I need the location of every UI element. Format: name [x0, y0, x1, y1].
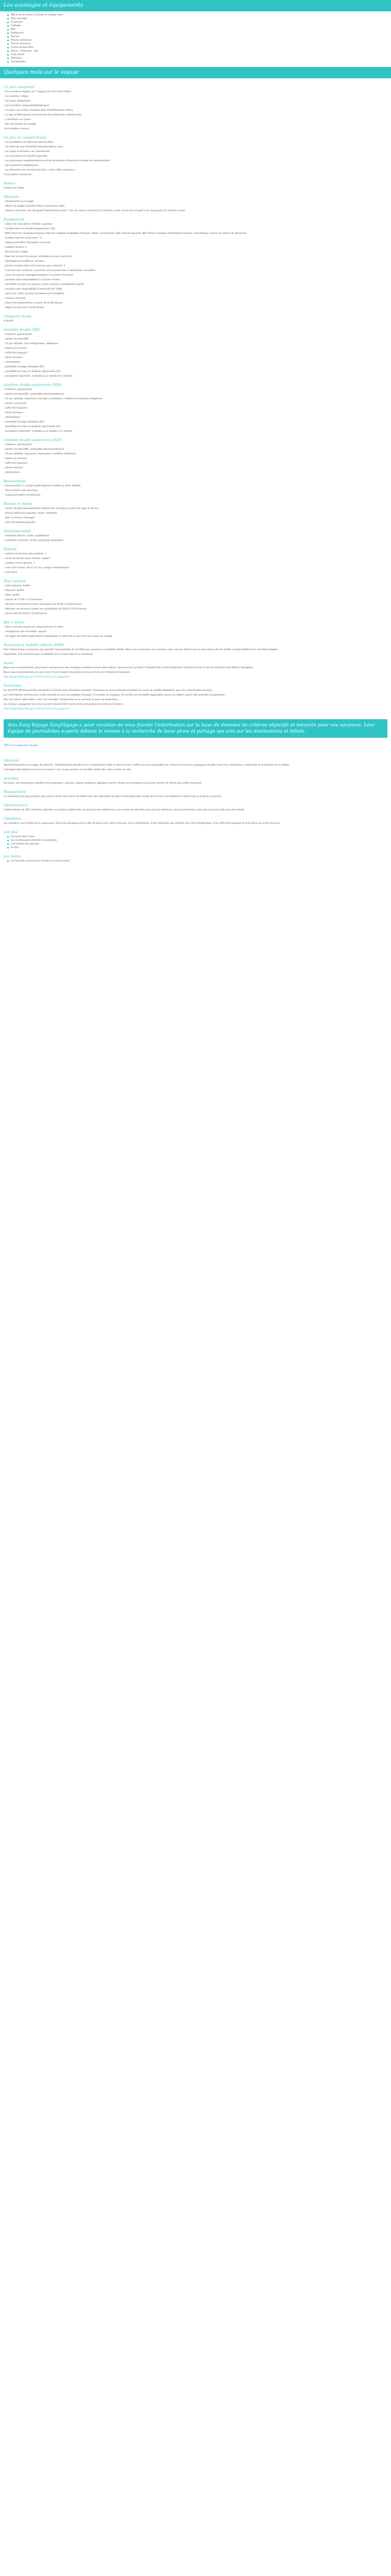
info-line: - nombre de bars: 2	[4, 246, 27, 249]
info-line: - coffre-fort (payant)	[4, 407, 28, 410]
info-line: - Tout Compris (voir plus bas)	[4, 489, 38, 492]
info-line: - sélection de boissons locales non alcoolisées de 10:00 à 23:00 heures	[4, 608, 87, 611]
info-line: - serviettes de bain à la piscine (contre caution), changement payant	[4, 283, 85, 286]
section-heading: Situation	[4, 758, 19, 762]
info-line: Cadeau de l'hotel	[4, 187, 24, 190]
info-line: - nombre de piscines pour enfants: 1	[4, 553, 46, 555]
section-heading: Retour	[4, 181, 15, 185]
amenity-item: Centre de bien-être	[11, 46, 387, 49]
info-line: - moderne, spacieux(se)	[4, 333, 32, 336]
info-line: - Les éléments non mentionnés dans « notre offre comprend »	[4, 169, 76, 172]
info-line: - centre de thermalassothérapie (dénommé: terraQua) à partir de l'âge de 16 ans	[4, 507, 99, 510]
info-line: - mini-disco	[4, 571, 18, 574]
amenity-item: Sauna - Hammam - Spa	[11, 49, 387, 53]
info-line: - sèche de bassins pour enfants: séparé	[4, 557, 50, 560]
info-line: - Beer bar en bord de piscine (utilisable comme snack bar)	[4, 256, 72, 258]
info-line: - balcon ou terrasse	[4, 347, 27, 350]
bullet-item: Les nombreuses activités et animations	[11, 839, 387, 842]
section-heading: Bon à savoir	[4, 620, 25, 624]
info-line: - moderne, spacieux(se)	[4, 444, 32, 446]
reference-link[interactable]: http://www.diplomatie.gouv.fr/fr/conseils-aux-voyageurs/	[4, 676, 70, 679]
info-line: Situé directement sur la plage de sable fin, l'établissement bénéficie d'un emplacement idéal en bord de mer. Il offre une vue imprenable sur l'océan et se trouve à quelques minutes à pied des commerces, restaurants et animations de la station.	[4, 764, 290, 767]
info-line: - Les prestations et dépenses personnelles	[4, 141, 54, 144]
amenity-item: Coffrette	[11, 24, 387, 28]
info-line: - possibilité de mise en situation optionnelle (A3)	[4, 370, 61, 373]
info-line: - Tarrasse bar / lobby	[4, 251, 28, 253]
section-heading: Infrastructure	[4, 803, 28, 807]
bullet-item: Les pieds dans l'eau	[11, 835, 387, 839]
info-line: - moderne, spacieux(se)	[4, 388, 32, 391]
info-line: - piscine intérieure (payant), sauna, hammam	[4, 512, 57, 515]
section-heading: Enfants	[4, 547, 17, 551]
section-heading: Restauration	[4, 479, 26, 483]
amenities-list	[4, 13, 387, 64]
info-line: - balcon ou terrasse	[4, 457, 27, 460]
info-line: - Wifi (internet): réceptions langues internet à zégales langagées (français, italien, reconnecté); wife internet (payant); WIFI (tous); boutique; distributeur bancaire; discothèque; bureau de remise de dénommé	[4, 232, 247, 235]
info-line: - climatisation	[4, 361, 20, 364]
info-line: - Des documents de voyage	[4, 123, 37, 126]
info-line: - restaurant buffet, terrasse bar	[4, 494, 41, 497]
info-line: - sèche-cheveux	[4, 357, 23, 359]
info-line: - petit déjeuner: buffet	[4, 585, 30, 587]
info-line: L'aéroport international se trouve à environ 7 km, ce qui permet un transfert rapide dès votre arrivée sur l'île.	[4, 769, 132, 771]
info-line: - mini-club (inclus), de 4 à 12 ans, langue internationale	[4, 567, 69, 569]
info-line: - thé et café de 10:00 à 23:00 heures	[4, 613, 47, 615]
amenity-item: Wifi & Accès direct à l'Ocean et à Kéwe notel	[11, 13, 387, 17]
info-line: - sèche-cheveux	[4, 412, 23, 414]
info-line: - demi-pension: 1 (compris petit déjeuner (buffet) et dîner (buffet)	[4, 485, 81, 487]
info-line: - possibilité de mise en situation optionnelle (A3)	[4, 426, 61, 428]
section-heading: chambre double supérieure (DZS)	[4, 383, 62, 387]
review-highlight-box	[4, 719, 387, 738]
section-heading: chambre double (DZ)	[4, 328, 40, 332]
info-line: - occupation maximale: 3 adultes ou 2 adultes et 2 enfants	[4, 375, 73, 378]
info-line: - piscine nombre total (sans bassins pour enfants): 3	[4, 265, 65, 267]
info-line: - Les transferts aéroport/hôtel/aéroport	[4, 105, 50, 107]
section-heading: Équipement	[4, 217, 24, 222]
info-line: - tenue correcte requise au restaurant pour le dîner	[4, 626, 64, 629]
info-line: - 1 piscine avec solarium, 2 piscines avec parasol bien à disposition, serviettes	[4, 269, 95, 272]
info-line: - nombre total de restaurants : 2	[4, 237, 42, 240]
amenity-item: Télévision	[11, 57, 387, 60]
info-line: - Les repas et boissons non mentionnés	[4, 150, 50, 153]
info-line: - Le séjour de la demi-chambre dans l'établissement retenu	[4, 109, 73, 112]
review-link-section	[0, 742, 391, 752]
info-line: - possibilité d'usage individuel (EZ)	[4, 366, 44, 368]
info-line: Sur place, de nombreuses activités sont proposées : piscines, sports nautiques, aquagym, tennis, fitness et animations en journée comme en soirée pour petits et grands.	[4, 782, 202, 785]
info-line: - Les excursions et activités payantes	[4, 155, 47, 158]
info-line: - climatisation	[4, 416, 20, 419]
amenities-section	[0, 11, 391, 67]
review-text: Avis Easy Voyage EasyVoyage a pour vocation de vous fournir l'information sur la base de données de critères objectifs et mesurés pour vos vacances. Leur équipe de journalistes experts éditent le monde à la recherche de bons plans et partage ses avis sur les destinations et hôtels.	[8, 723, 375, 734]
info-line: - Cours de piscine (aquagymnastique) à la piscine du resort	[4, 274, 73, 277]
info-line: - départ au plus tard: 12:00 heures	[4, 307, 44, 309]
info-line: - directement sur la plage	[4, 200, 34, 203]
info-line: - Les pourboires (obligatoires)	[4, 164, 39, 167]
bullet-item: Les transats souvent pris d'assaut en haute saison	[11, 859, 387, 863]
review-source-link[interactable]: *PDF de la page Easy Voyage	[4, 744, 38, 747]
section-heading: Ce prix ne comprend pas	[4, 135, 46, 140]
info-line: - restaurant buffet / Reception / terrasse	[4, 242, 51, 244]
info-line: - nombre total de chambres/logements: 462	[4, 228, 55, 230]
amenity-item: Piscine intérieure	[11, 42, 387, 46]
info-line: - nature de conceptions hôtelier: spacieux	[4, 223, 53, 226]
section-heading: Chambres	[4, 817, 21, 821]
section-heading: Remise en forme	[4, 502, 32, 506]
section-banner-amenities: Les avantages et équipements	[0, 0, 391, 11]
info-line: - cartes de crédit: les plus courantes sont acceptées	[4, 293, 64, 295]
info-line: - snacks de 11:00 à 17:00 heures	[4, 599, 43, 601]
info-line: - animation nocturne: variée, spectacles quotidiens	[4, 539, 63, 542]
info-line: - La suelvidur / séjour	[4, 95, 29, 98]
info-line: - L'assistance sur place	[4, 118, 31, 121]
review-section	[0, 752, 391, 866]
info-line: L'hôtel dispose de 462 chambres réparties sur plusieurs bâtiments, de trois piscines extérieures, d'un centre de bien-être avec piscine intérieure, sauna et hammam, ainsi que d'un mini-club pour les enfants.	[4, 809, 245, 811]
amenity-item: Wifi	[11, 28, 387, 31]
info-line: - TV par satellite, chaussons, nécessaire à café/thé, téléphone	[4, 453, 76, 455]
info-line: *and mobiles incluses	[4, 128, 29, 130]
info-line: - TV par satellite, chaussons, mini-bar (à sélection), cafetière et bouilloire, téléphone	[4, 398, 102, 400]
info-line: - Les frais liés aux formalités (Identité délai & visa)	[4, 146, 63, 148]
info-line: - occupation maximale: 3 adultes ou 2 adultes et 2 enfants	[4, 430, 73, 433]
info-line: Les chambres sont modernes et spacieuses. Elles sont équipées d'une salle de bains avec sèche-cheveux, de la climatisation, d'une télévision par satellite, d'un mini-réfrigérateur, d'un coffre-fort (payant) et d'un balcon ou d'une terrasse.	[4, 822, 281, 825]
info-line: Les mineurs voyageant sans leurs parents doivent être munis d'une autorisation de sortie du territoire.	[4, 703, 124, 706]
section-heading: Formalités	[4, 684, 22, 688]
amenity-item: Restaurant	[11, 31, 387, 35]
info-line: - parasols (sans disponibilité) à la piscine (hotel)	[4, 279, 60, 281]
info-line: - sèche-cheveux	[4, 467, 23, 469]
info-line: Un test PCR officiel peut être demandé à l'arrivée selon l'évolution sanitaire. Passeport ou carte nationale d'identité en cours de validité obligatoire pour les ressortissants français.	[4, 689, 213, 692]
info-line: - dîner: buffet	[4, 594, 20, 597]
info-line: - soins de beauté (payants)	[4, 521, 36, 524]
info-line: - salle(s) de bains/WC, spécialités douche/ambiance	[4, 393, 64, 396]
info-line: - heure d'enregistrement: à partir de 14:00 heures	[4, 302, 62, 304]
info-line: Pour l'instant nous ne pouvons pas garantir l'accessibilité de cet hôtel aux personnes à mobilité réduite. Nous vous remercions de contacter notre service client avant la réservation afin de vérifier la disponibilité d'une chambre adaptée.	[4, 649, 279, 651]
info-line: - La type d'hôtel garanti et la formule de restauration sélectionnée,	[4, 114, 82, 116]
reference-link[interactable]: http://www.diplomatie.gouv.fr/fr/conseils-aux-voyageurs/	[4, 708, 70, 710]
info-line: - coffre-fort (payant)	[4, 352, 28, 354]
info-line: - parking (sans disponibilité) à proximité de l'hôtel	[4, 288, 62, 291]
info-line: - TV par satellite, mini-réfrigérateur, téléphone	[4, 343, 58, 345]
section-heading: Catégorie locale	[4, 314, 31, 318]
section-heading: Divertissements	[4, 529, 31, 533]
section-heading: Activités	[4, 776, 19, 781]
info-line: Nous vous recommandons de vous munir d'une trousse de premiers secours et de vos traitements habituels.	[4, 671, 131, 674]
info-line: - bain à remous, massages	[4, 517, 35, 519]
section-heading: Les moins	[4, 854, 21, 858]
info-line: - les règles de toutes applications s'appliquent au plus tard au plus tard au niveau du voyage	[4, 635, 112, 638]
section-heading: Restauration	[4, 790, 26, 794]
amenity-item: Cheminée	[11, 21, 387, 24]
info-line: - salle(s) de bains/WC, spécialités douche/ambiance	[4, 448, 64, 451]
info-line: - sélection de boissons locales alcoolisées de 10:00 à 23:00 heures	[4, 603, 82, 606]
section-heading: Personnes à mobilité réduite (PMR)	[4, 643, 64, 647]
info-line: Le restaurant principal propose une cuisine variée sous forme de buffet avec des spécialités locales et internationales, tandis que les bars accueillent les clients tout au long de la journée.	[4, 795, 222, 798]
info-line: - balcon ou terrasse	[4, 402, 27, 405]
info-line: - nombre d'aires de jeux: 1	[4, 562, 35, 565]
info-line: - Une humorne réagrée de 7 (hygyer pie entre bien tribel)	[4, 91, 71, 93]
info-line: Pour les autres nationalités, merci de consulter l'ambassade ou le consulat du pays de destination.	[4, 699, 119, 701]
info-line: Les informations sont fournies à titre indicatif et sont susceptibles d'évoluer. Il incombe au voyageur de vérifier les formalités applicables avant son départ auprès des autorités compétentes.	[4, 694, 225, 697]
info-line: - Les taxes obligatoires	[4, 100, 30, 103]
info-line: - changement des serviettes: payant	[4, 631, 47, 633]
section-heading: chambre double supérieure (D2S)	[4, 438, 62, 442]
section-banner-travel-info: Quelques mots sur le voyage	[0, 67, 391, 78]
info-line: *and mobiles exclusives	[4, 174, 32, 176]
info-line: - Les assurances supplémentaires et frais de location d'éventuel et taxes de consommation	[4, 160, 110, 162]
info-line: 4 étoiles	[4, 320, 14, 323]
bullet-list	[4, 835, 387, 850]
amenity-item: Piscine extérieure	[11, 39, 387, 42]
section-heading: Tout compris	[4, 579, 26, 583]
info-line: - distance (environ): de l'aéroport d'Iamaskanea (FUE) 7 km; du centre commercial 3 minutes à pied; de tor ami de golf 2 km; de Jeandia 15 minutes à pied.	[4, 210, 186, 212]
amenity-item: Club enfant	[11, 53, 387, 57]
info-line: - possibilité d'usage individuel (EZ)	[4, 421, 44, 423]
info-line: - salle(s) de bains/WC	[4, 338, 29, 341]
info-line: Nous vous recommandons de prendre connaissance des consignes sanitaires avant votre départ. Vous pouvez consulter l'actualité liée à votre destination directement sur le site du ministère des affaires étrangères.	[4, 667, 254, 669]
info-line: - aménagement extérieur: terrasse	[4, 260, 45, 263]
info-line: - affiche du plages et petits réseau communes sable	[4, 205, 65, 208]
amenity-item: Climatisation	[11, 60, 387, 64]
section-heading: Situation	[4, 195, 19, 199]
travel-info-section	[0, 78, 391, 715]
info-line: Cependant, une chaussée pour la mobilité est en mode séparé sur demande.	[4, 653, 94, 656]
bullet-list	[4, 859, 387, 863]
info-line: - coffre-fort (payant)	[4, 462, 28, 465]
info-line: - climatisation	[4, 471, 20, 474]
section-heading: Ce prix comprend	[4, 85, 35, 89]
bullet-item: L'ensemble des piscines	[11, 842, 387, 846]
amenity-item: Dans paysage	[11, 17, 387, 21]
info-line: - chaises / transats	[4, 297, 26, 300]
amenity-item: Piscine	[11, 35, 387, 39]
section-heading: Les plus	[4, 830, 18, 834]
bullet-item: Le spa	[11, 846, 387, 850]
info-line: - déjeuner: buffet	[4, 589, 24, 592]
section-heading: Santé	[4, 661, 13, 665]
info-line: - animation diurne: variée, quotidienne	[4, 535, 50, 537]
